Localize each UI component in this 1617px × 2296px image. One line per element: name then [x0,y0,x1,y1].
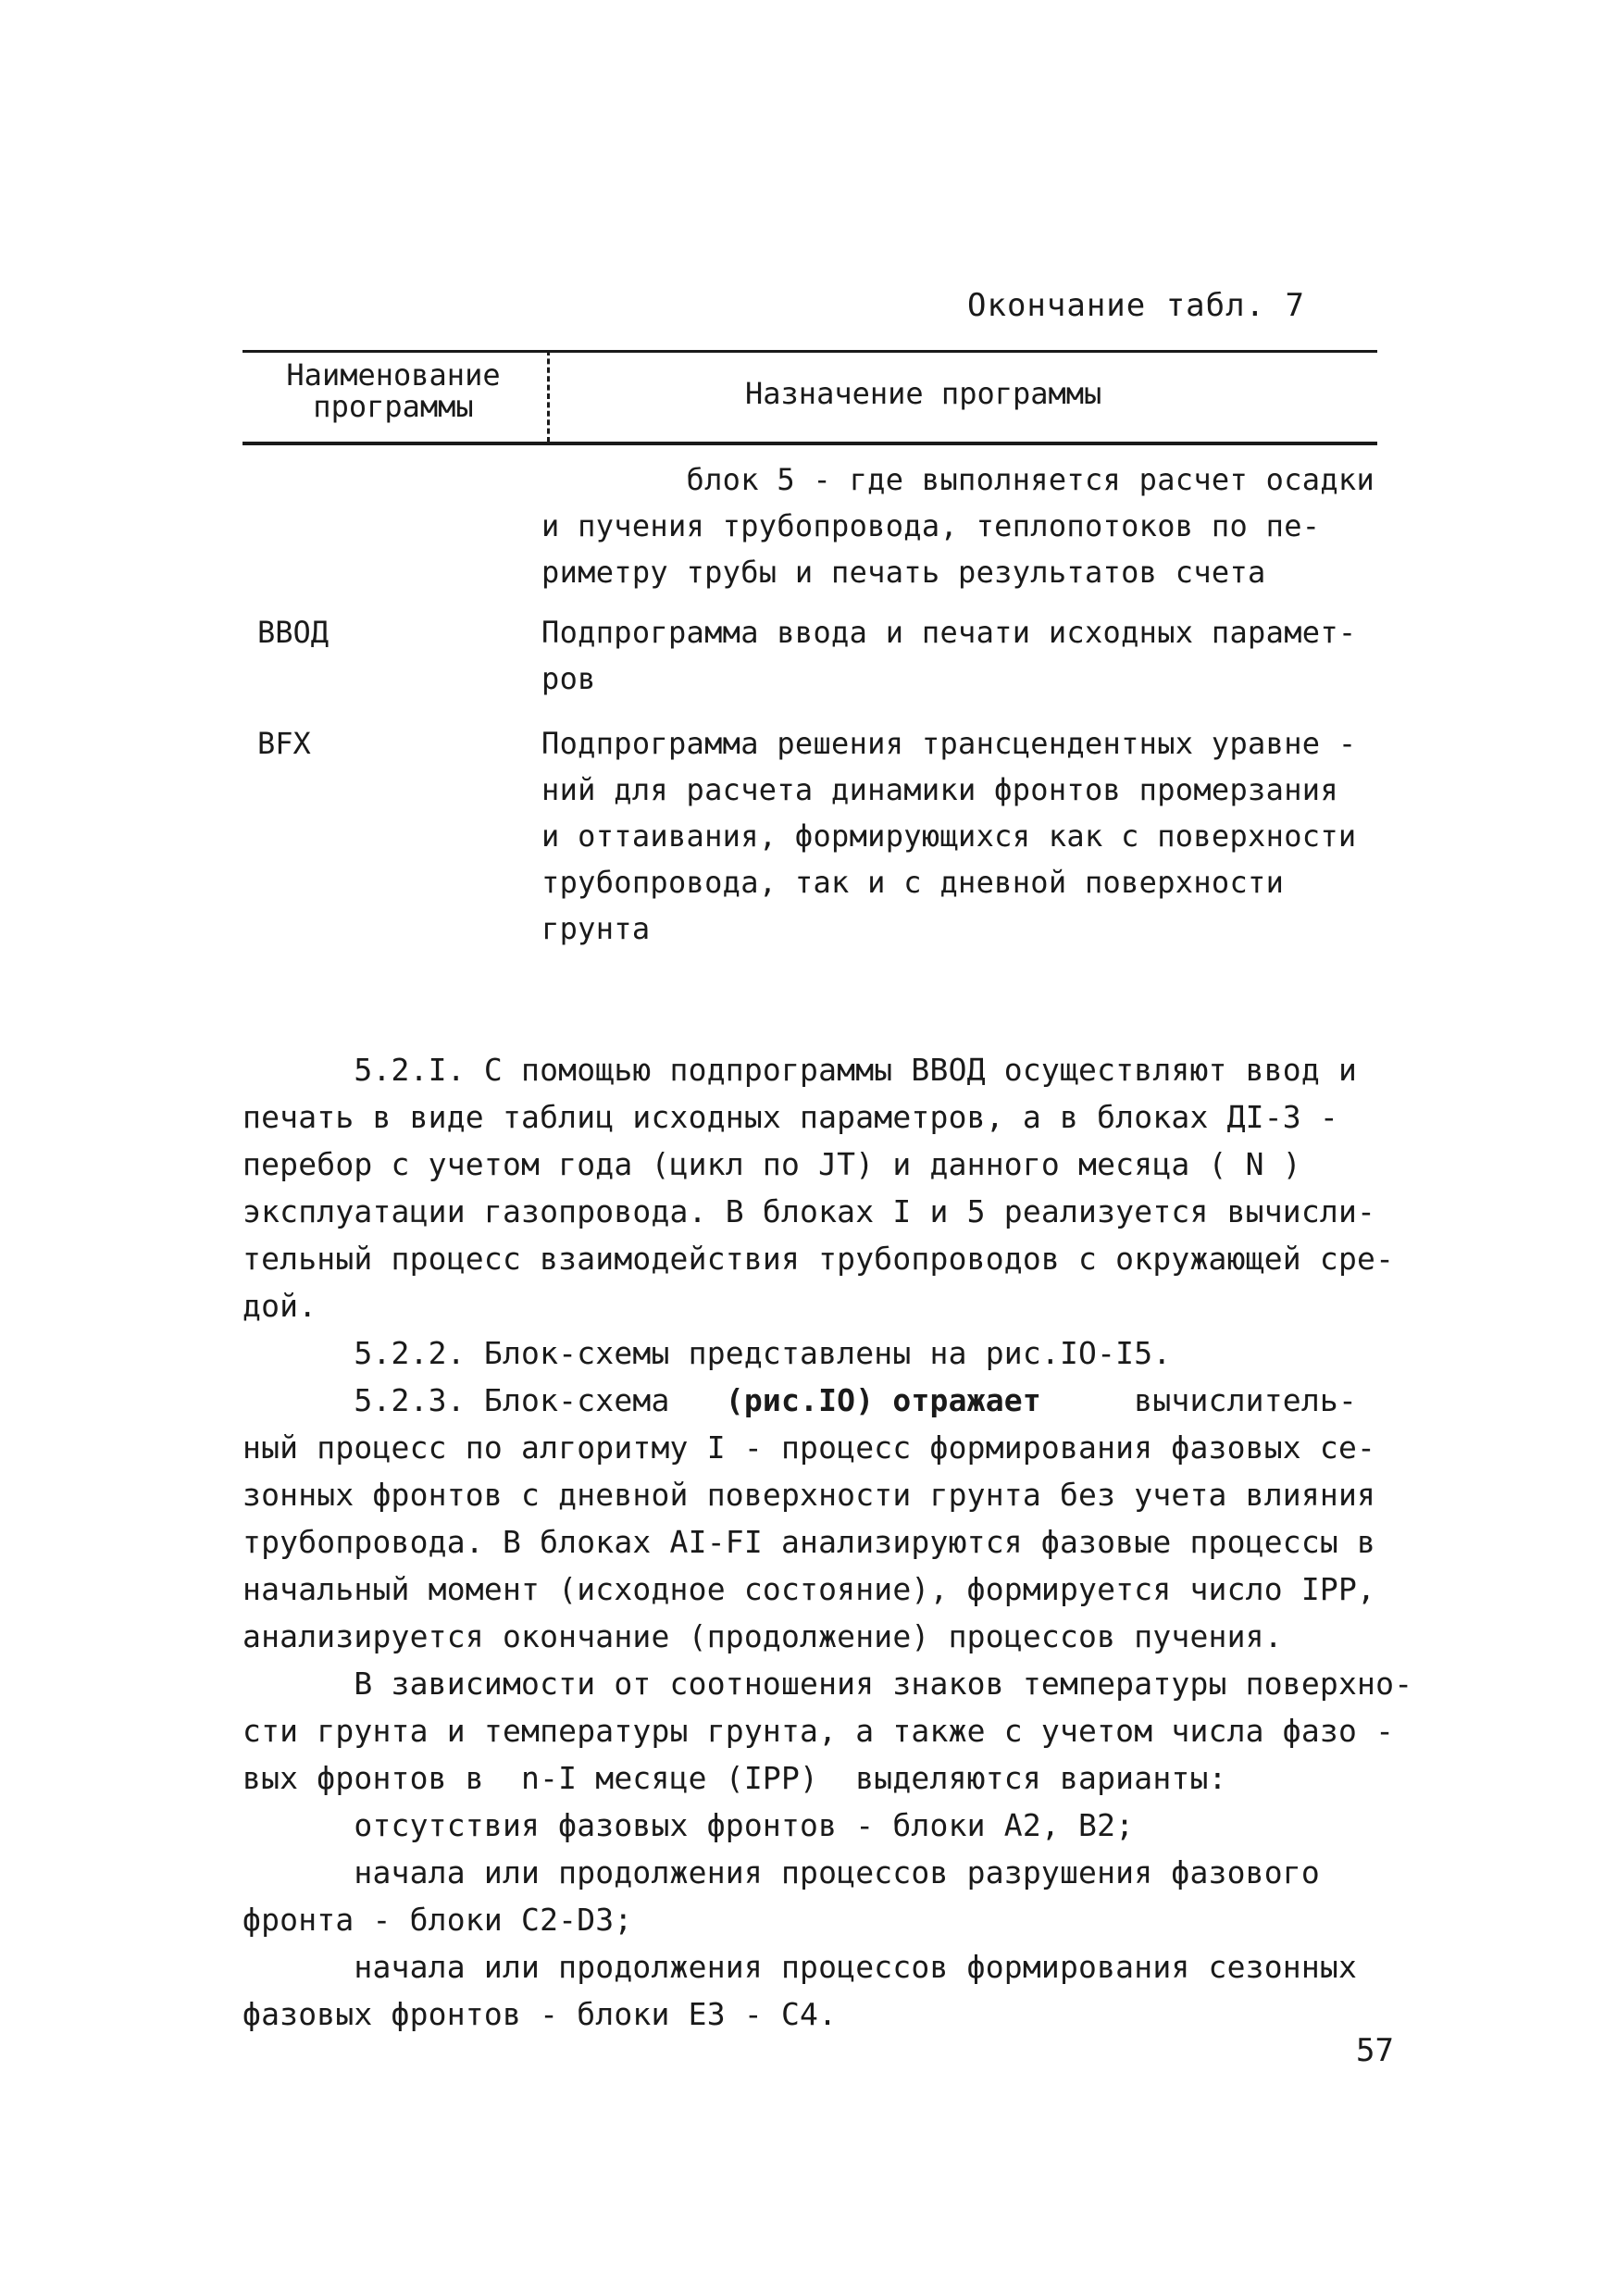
paragraph-variants-intro: В зависимости от соотношения знаков температуры поверхно- сти грунта и температуры грунта, а также с учетом числа фазо - вых фронтов в n-I месяце (IPP) выделяются варианты: [243,1666,1413,1796]
table-row-1-purpose: блок 5 - где выполняется расчет осадки и пучения трубопровода, теплопотоков по пе- риметру трубы и печать результатов счета [541,462,1375,590]
table-row-3-purpose: Подпрограмма решения трансцендентных уравне - ний для расчета динамики фронтов промерзания и оттаивания, формирующихся как с поверхности трубопровода, так и с дневной поверхности грунта [541,726,1357,946]
body-text [243,1046,1412,2038]
header-program-purpose: Назначение программы [745,376,1102,411]
paragraph-variant-3: начала или продолжения процессов формирования сезонных фазовых фронтов - блоки Е3 - С4. [243,1949,1358,2032]
paragraph-5-2-2: 5.2.2. Блок-схемы представлены на рис.IO-I5. [243,1335,1172,1371]
paragraph-5-2-3-bold: (рис.IO) отражает [725,1382,1041,1418]
table-top-rule [243,350,1377,353]
table-header-rule [243,442,1377,445]
paragraph-5-2-3-start: 5.2.3. Блок-схема [243,1382,726,1418]
paragraph-variant-2: начала или продолжения процессов разрушения фазового фронта - блоки С2-D3; [243,1854,1320,1938]
paragraph-variant-1: отсутствия фазовых фронтов - блоки А2, В2; [243,1807,1135,1843]
page-number: 57 [1356,2032,1394,2069]
table-row-3-name: BFX [257,726,311,761]
paragraph-5-2-3-rest: вычислитель- ный процесс по алгоритму I - процесс формирования фазовых се- зонных фронтов с дневной поверхности грунта без учета влияния трубопровода. В блоках AI-FI анализируются фазовые процессы в начальный момент (исходное состояние), формируется число IPP, анализируется окончание (продолжение) процессов пучения. [243,1382,1376,1654]
table-row-2-name: ВВОД [257,615,330,650]
header-column-separator [547,350,550,443]
paragraph-5-2-1: 5.2.I. С помощью подпрограммы ВВОД осуществляют ввод и печать в виде таблиц исходных параметров, а в блоках ДI-3 - перебор с учетом года (цикл по JT) и данного месяца ( N ) эксплуатации газопровода. В блоках I и 5 реализуется вычисли- тельный процесс взаимодействия трубопроводов с окружающей сре- дой. [243,1052,1395,1324]
table-row-2-purpose: Подпрограмма ввода и печати исходных парамет- ров [541,615,1357,696]
header-program-name: Наименование программы [286,357,501,424]
table-caption: Окончание табл. 7 [967,287,1305,324]
